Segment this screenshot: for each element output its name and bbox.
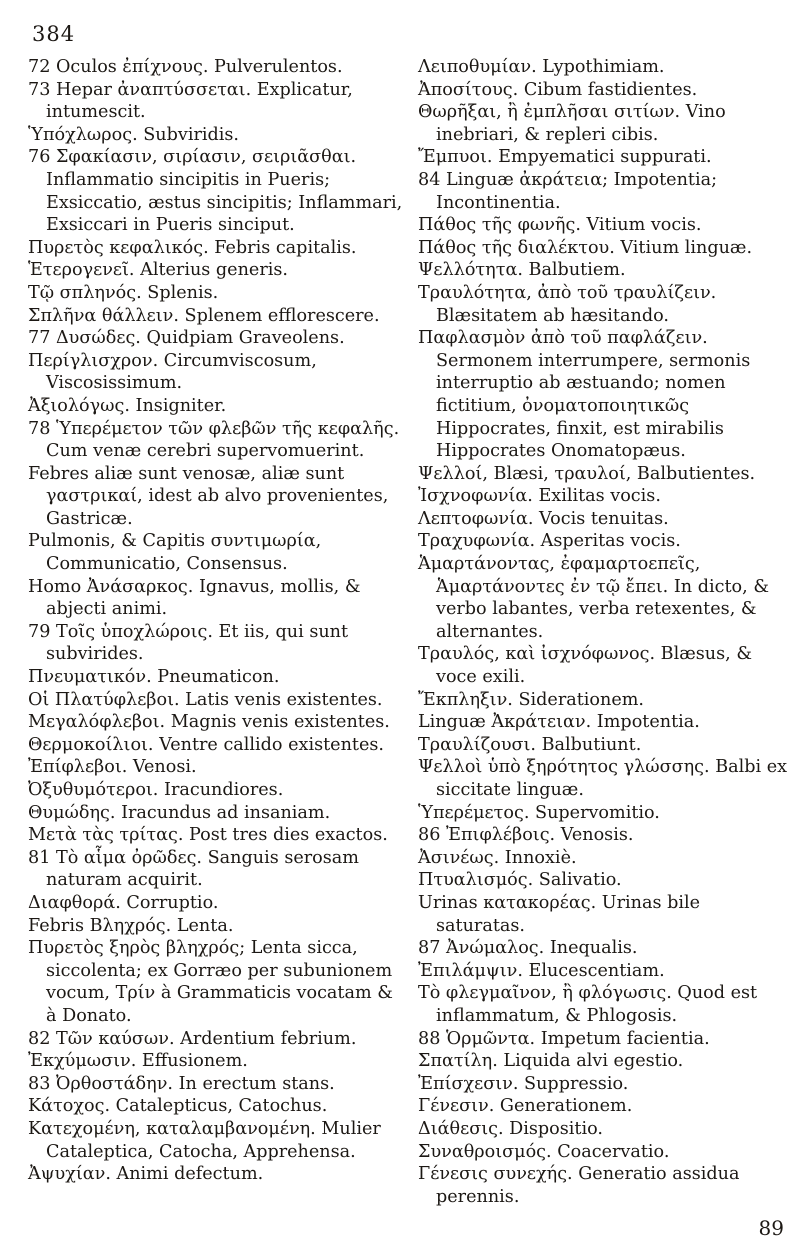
glossary-entry: Ἀσινέως. Innoxiè.: [418, 847, 577, 868]
glossary-entry: 79 Τοῖς ὑποχλώροις. Et iis, qui sunt subvirides.: [28, 621, 349, 665]
glossary-entry: Ἁμαρτάνοντας, ἐφαμαρτοεπεῖς, Ἁμαρτάνοντες ἐν τῷ ἔπει. In dicto, & verbo labantes, verba retexentes, & alternantes.: [418, 554, 769, 642]
glossary-entry: Οἱ Πλατύφλεβοι. Latis venis existentes.: [28, 689, 383, 710]
glossary-entry: 72 Oculos ἐπίχνους. Pulverulentos.: [28, 57, 343, 77]
glossary-entry: Ἔκπληξιν. Siderationem.: [418, 689, 645, 710]
glossary-entry: 82 Τῶν καύσων. Ardentium febrium.: [28, 1028, 357, 1049]
glossary-entry: Febres aliæ sunt venosæ, aliæ sunt γαστρικαί, idest ab alvo provenientes, Gastricæ.: [28, 463, 389, 529]
glossary-entry: Ψελλοί, Blæsi, τραυλοί, Balbutientes.: [418, 463, 756, 484]
glossary-entry: Λειποθυμίαν. Lypothimiam.: [418, 57, 665, 77]
glossary-entry: 86 Ἐπιφλέβοις. Venosis.: [418, 825, 634, 846]
glossary-entry: Θυμώδης. Iracundus ad insaniam.: [28, 802, 331, 823]
glossary-entry: Febris Βληχρός. Lenta.: [28, 915, 234, 936]
glossary-entry: Τραυλίζουσι. Balbutiunt.: [418, 734, 642, 755]
glossary-entry: Λεπτοφωνία. Vocis tenuitas.: [418, 508, 669, 529]
glossary-entry: Ἐπιλάμψιν. Elucescentiam.: [418, 960, 665, 981]
glossary-entry: Μετὰ τὰς τρίτας. Post tres dies exactos.: [28, 825, 388, 846]
glossary-entry: 84 Linguæ ἀκράτεια; Impotentia; Incontinentia.: [418, 169, 718, 213]
glossary-entry: Urinas κατακορέας. Urinas bile saturatas.: [418, 892, 700, 936]
glossary-entry: Πυρετὸς ξηρὸς βληχρός; Lenta sicca, siccolenta; ex Gorræo per subunionem vocum, Τρίν à Grammaticis vocatam & à Donato.: [28, 938, 393, 1026]
glossary-entry: Πάθος τῆς φωνῆς. Vitium vocis.: [418, 215, 702, 236]
glossary-entry: Pulmonis, & Capitis συντιμωρία, Communicatio, Consensus.: [28, 531, 322, 575]
glossary-entry: Παφλασμὸν ἀπὸ τοῦ παφλάζειν. Sermonem interrumpere, sermonis interruptio ab æstuando; nomen fictitium, ὀνοματοποιητικῶς Hippocrates, finxit, est mirabilis Hippocrates Onomatopæus.: [418, 328, 751, 462]
left-column: [28, 56, 404, 1208]
glossary-entry: Συναθροισμός. Coacervatio.: [418, 1141, 670, 1162]
glossary-entry: Ὑπερέμετος. Supervomitio.: [418, 802, 660, 823]
glossary-entry: Τραχυφωνία. Asperitas vocis.: [418, 531, 681, 552]
glossary-entry: Πτυαλισμός. Salivatio.: [418, 870, 622, 891]
glossary-entry: Μεγαλόφλεβοι. Magnis venis existentes.: [28, 712, 390, 733]
glossary-entry: Πυρετὸς κεφαλικός. Febris capitalis.: [28, 237, 357, 258]
glossary-entry: Ἀξιολόγως. Insigniter.: [28, 395, 227, 416]
glossary-entry: 78 Ὑπερέμετον τῶν φλεβῶν τῆς κεφαλῆς. Cum venæ cerebri supervomuerint.: [28, 418, 400, 462]
glossary-entry: Ψελλότητα. Balbutiem.: [418, 260, 626, 281]
signature-mark: 89: [758, 1216, 784, 1240]
glossary-entry: Διαφθορά. Corruptio.: [28, 892, 219, 913]
glossary-entry: Γένεσις συνεχής. Generatio assidua perennis.: [418, 1164, 740, 1207]
glossary-entry: Πνευματικόν. Pneumaticon.: [28, 667, 280, 688]
glossary-entry: Ἔμπυοι. Empyematici suppurati.: [418, 147, 712, 168]
glossary-entry: 73 Hepar ἀναπτύσσεται. Explicatur, intumescit.: [28, 79, 353, 123]
glossary-entry: Περίγλισχρον. Circumviscosum, Viscosissimum.: [28, 350, 317, 394]
glossary-entry: Διάθεσις. Dispositio.: [418, 1118, 603, 1139]
glossary-entry: Ψελλοὶ ὑπὸ ξηρότητος γλώσσης. Balbi ex siccitate linguæ.: [418, 757, 788, 800]
glossary-entry: Γένεσιν. Generationem.: [418, 1096, 633, 1117]
glossary-entry: Ἐκχύμωσιν. Effusionem.: [28, 1051, 248, 1072]
glossary-entry: Homo Ἀνάσαρκος. Ignavus, mollis, & abjecti animi.: [28, 576, 361, 620]
glossary-entry: Ἀποσίτους. Cibum fastidientes.: [418, 79, 698, 100]
glossary-entry: Θερμοκοίλιοι. Ventre callido existentes.: [28, 734, 385, 755]
glossary-entry: Σπλῆνα θάλλειν. Splenem efflorescere.: [28, 305, 380, 326]
glossary-entry: Ἰσχνοφωνία. Exilitas vocis.: [418, 486, 661, 507]
glossary-entry: Linguæ Ἀκράτειαν. Impotentia.: [418, 712, 700, 733]
glossary-entry: Σπατίλη. Liquida alvi egestio.: [418, 1051, 684, 1072]
right-column: [418, 56, 792, 1208]
glossary-entry: Ἑτερογενεῖ. Alterius generis.: [28, 260, 288, 281]
glossary-entry: Τὸ φλεγμαῖνον, ἢ φλόγωσις. Quod est inflammatum, & Phlogosis.: [418, 983, 758, 1026]
glossary-entry: Ὀξυθυμότεροι. Iracundiores.: [28, 780, 284, 800]
two-column-glossary: [28, 56, 796, 1208]
glossary-entry: 77 Δυσώδες. Quidpiam Graveolens.: [28, 328, 345, 349]
glossary-entry: 87 Ἀνώμαλος. Inequalis.: [418, 938, 638, 959]
glossary-entry: Τραυλότητα, ἀπὸ τοῦ τραυλίζειν. Blæsitatem ab hæsitando.: [418, 282, 717, 326]
glossary-entry: 83 Ὀρθοστάδην. In erectum stans.: [28, 1073, 335, 1094]
glossary-entry: Τῷ σπληνός. Splenis.: [28, 282, 219, 303]
glossary-entry: Θωρῆξαι, ἢ ἐμπλῆσαι σιτίων. Vino inebriari, & repleri cibis.: [418, 102, 726, 145]
glossary-entry: Κάτοχος. Catalepticus, Catochus.: [28, 1096, 328, 1117]
glossary-entry: Κατεχομένη, καταλαμβανομένη. Mulier Cataleptica, Catocha, Apprehensa.: [28, 1118, 381, 1162]
glossary-entry: Ὑπόχλωρος. Subviridis.: [28, 124, 240, 145]
glossary-entry: Πάθος τῆς διαλέκτου. Vitium linguæ.: [418, 237, 753, 258]
glossary-entry: 81 Τὸ αἷμα ὀρῶδες. Sanguis serosam naturam acquirit.: [28, 847, 359, 891]
glossary-entry: Ἐπίσχεσιν. Suppressio.: [418, 1073, 629, 1094]
glossary-entry: 88 Ὁρμῶντα. Impetum facientia.: [418, 1028, 710, 1049]
glossary-entry: Ἀψυχίαν. Animi defectum.: [28, 1164, 264, 1185]
page-number: 384: [32, 22, 76, 46]
glossary-entry: 76 Σφακίασιν, σιρίασιν, σειριᾶσθαι. Inflammatio sincipitis in Pueris; Exsiccatio, æstus sincipitis; Inflammari, Exsiccari in Pueris sinciput.: [28, 147, 403, 236]
glossary-entry: Ἐπίφλεβοι. Venosi.: [28, 757, 197, 778]
glossary-entry: Τραυλός, καὶ ἰσχνόφωνος. Blæsus, & voce exili.: [418, 644, 752, 688]
